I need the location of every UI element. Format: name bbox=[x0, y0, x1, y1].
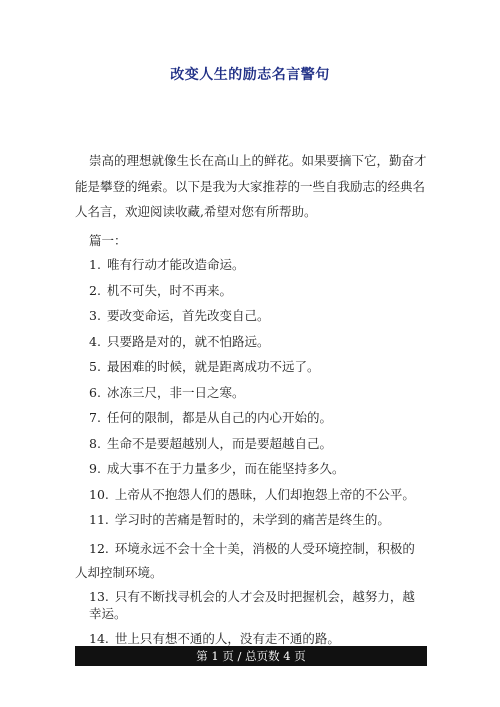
list-item bbox=[75, 384, 427, 401]
item-number: 13. bbox=[89, 588, 109, 604]
item-number: 6. bbox=[89, 384, 101, 400]
item-text: 唯有行动才能改造命运。 bbox=[106, 257, 245, 272]
item-number: 8. bbox=[89, 435, 101, 451]
document-title: 改变人生的励志名言警句 bbox=[170, 67, 330, 83]
item-text: 环境永远不会十全十美，消极的人受环境控制，积极的人却控制环境。 bbox=[75, 540, 415, 580]
item-number: 12. bbox=[89, 540, 109, 556]
intro-paragraph: 崇高的理想就像生长在高山上的鲜花。如果要摘下它，勤奋才能是攀登的绳索。以下是我为大家推荐的一些自我励志的经典名人名言，欢迎阅读收藏,希望对您有所帮助。 bbox=[75, 153, 427, 219]
list-item bbox=[75, 358, 427, 375]
item-text: 世上只有想不通的人，没有走不通的路。 bbox=[114, 631, 340, 646]
item-number: 14. bbox=[89, 631, 109, 646]
item-text: 只要路是对的，就不怕路远。 bbox=[106, 333, 270, 349]
list-item bbox=[75, 282, 427, 299]
list-item bbox=[75, 435, 427, 452]
list-item bbox=[75, 460, 427, 477]
item-text: 任何的限制，都是从自己的内心开始的。 bbox=[106, 410, 332, 425]
list-item bbox=[75, 511, 427, 528]
list-item bbox=[75, 486, 427, 503]
item-text: 生命不是要超越别人，而是要超越自己。 bbox=[106, 435, 332, 451]
item-text: 上帝从不抱怨人们的愚昧，人们却抱怨上帝的不公平。 bbox=[114, 486, 415, 502]
item-number: 3. bbox=[89, 308, 101, 323]
list-item bbox=[75, 333, 427, 350]
list-item bbox=[75, 630, 427, 647]
item-text: 成大事不在于力量多少，而在能坚持多久。 bbox=[106, 461, 345, 476]
list-item bbox=[75, 307, 427, 324]
item-text: 最困难的时候，就是距离成功不远了。 bbox=[106, 359, 320, 374]
item-text: 要改变命运，首先改变自己。 bbox=[106, 308, 270, 323]
list-item bbox=[75, 537, 427, 585]
item-number: 10. bbox=[89, 486, 109, 502]
list-item bbox=[75, 256, 427, 273]
item-number: 9. bbox=[89, 461, 101, 476]
section-heading: 篇一： bbox=[89, 233, 127, 248]
item-number: 11. bbox=[89, 512, 109, 527]
item-number: 2. bbox=[89, 282, 101, 298]
item-number: 5. bbox=[89, 359, 101, 374]
item-number: 7. bbox=[89, 410, 101, 425]
item-text: 机不可失，时不再来。 bbox=[106, 282, 232, 298]
item-number: 4. bbox=[89, 333, 101, 349]
item-text: 学习时的苦痛是暂时的，未学到的痛苦是终生的。 bbox=[114, 512, 390, 527]
list-item bbox=[75, 409, 427, 426]
item-number: 1. bbox=[89, 257, 101, 272]
item-text: 只有不断找寻机会的人才会及时把握机会，越努力，越幸运。 bbox=[89, 588, 415, 621]
page-footer: 第 1 页 / 总页数 4 页 bbox=[75, 646, 427, 666]
list-item bbox=[75, 588, 427, 622]
item-text: 冰冻三尺，非一日之寒。 bbox=[106, 384, 245, 400]
quote-list bbox=[75, 256, 427, 656]
